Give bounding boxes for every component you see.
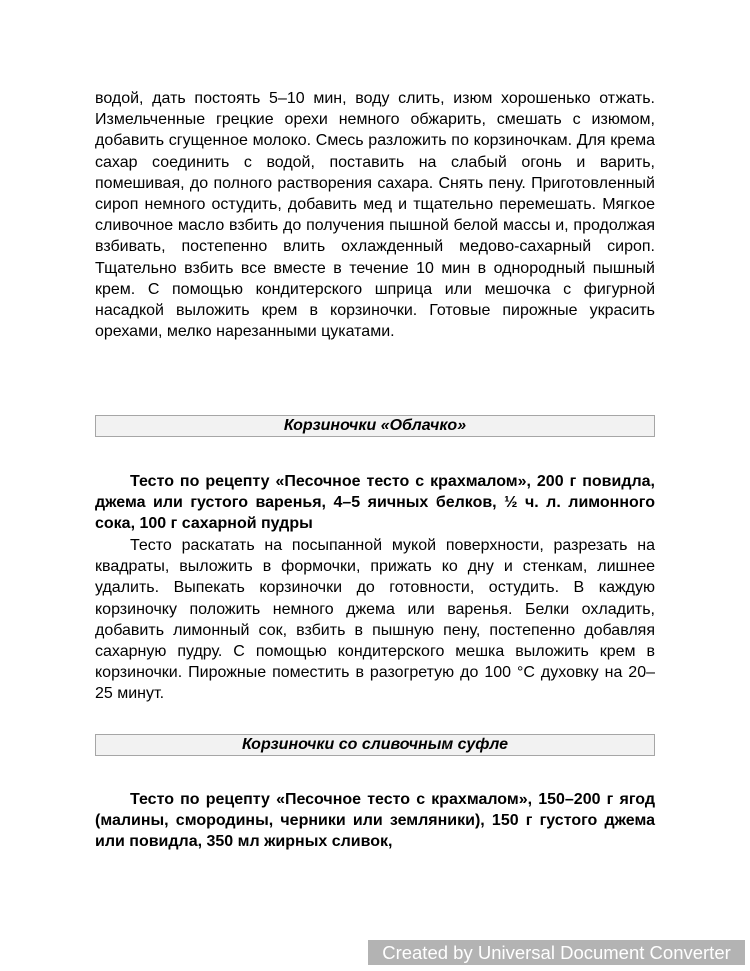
converter-watermark: Created by Universal Document Converter	[368, 940, 745, 965]
recipe-method-oblachko: Тесто раскатать на посыпанной мукой поверхности, разрезать на квадраты, выложить в формочки, прижать ко дну и стенкам, лишнее удалить. Выпекать корзиночки до готовности, остудить. В каждую корзиночку положить немного джема или варенья. Белки охладить, добавить лимонный сок, взбить в пышную пену, постепенно добавляя сахарную пудру. С помощью кондитерского мешка выложить крем в корзиночки. Пирожные поместить в разогретую до 100 °С духовку на 20–25 минут.	[95, 537, 655, 703]
intro-paragraph: водой, дать постоять 5–10 мин, воду слить, изюм хорошенько отжать. Измельченные грецкие орехи немного обжарить, смешать с изюмом, добавить сгущенное молоко. Смесь разложить по корзиночкам. Для крема сахар соединить с водой, поставить на слабый огонь и варить, помешивая, до полного растворения сахара. Снять пену. Приготовленный сироп немного остудить, добавить мед и тщательно перемешать. Мягкое сливочное масло взбить до получения пышной белой массы и, продолжая взбивать, постепенно влить охлажденный медово-сахарный сироп. Тщательно взбить все вместе в течение 10 мин в однородный пышный крем. С помощью кондитерского шприца или мешочка с фигурной насадкой выложить крем в корзиночки. Готовые пирожные украсить орехами, мелко нарезанными цукатами.	[95, 90, 655, 341]
recipe-title-oblachko: Корзиночки «Облачко»	[95, 415, 655, 437]
recipe-ingredients-oblachko: Тесто по рецепту «Песочное тесто с крахмалом», 200 г повидла, джема или густого варенья, 4–5 яичных белков, ½ ч. л. лимонного сока, 100 г сахарной пудры	[95, 473, 655, 533]
recipe-ingredients-souffle: Тесто по рецепту «Песочное тесто с крахмалом», 150–200 г ягод (малины, смородины, черники или земляники), 150 г густого джема или повидла, 350 мл жирных сливок,	[95, 791, 655, 851]
recipe-title-souffle: Корзиночки со сливочным суфле	[95, 734, 655, 756]
